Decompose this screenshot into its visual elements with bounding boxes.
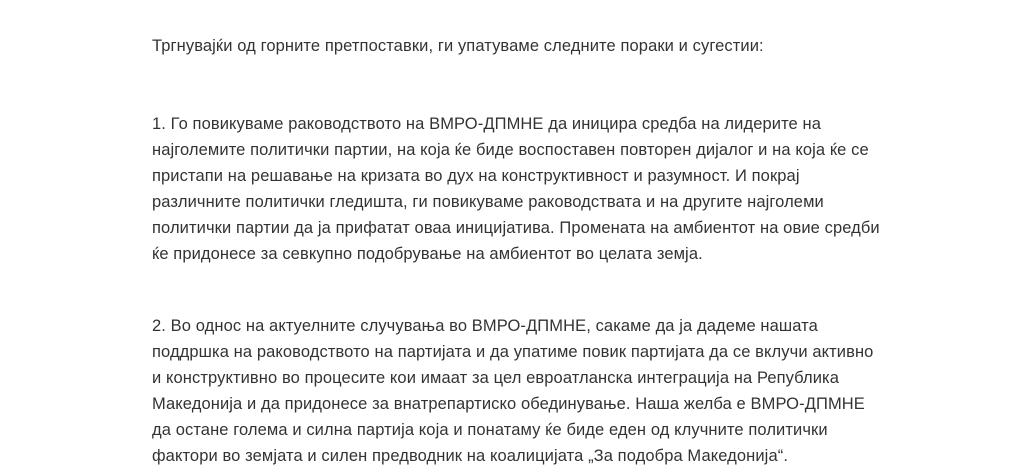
paragraph-2: 2. Во однос на актуелните случувања во ВМРО-ДПМНЕ, сакаме да ја дадеме нашата поддршка на раководството на партијата и да упатиме повик партијата да се вклучи активно и конструктивно во процесите кои имаат за цел евроатланска интеграција на Република Македонија и да придонесе за внатрепартиско обединување. Наша желба е ВМРО-ДПМНЕ да остане голема и силна партија која и понатаму ќе биде еден од клучните политички фактори во земјата и силен предводник на коалицијата „За подобра Македонија“. [152,317,874,465]
paragraph-1: 1. Го повикуваме раководството на ВМРО-ДПМНЕ да иницира средба на лидерите на најголемите политички партии, на која ќе биде воспоставен повторен дијалог и на која ќе се пристапи на решавање на кризата во дух на конструктивност и разумност. И покрај различните политички гледишта, ги повикуваме раководствата и на другите најголеми политички партии да ја прифатат оваа иницијатива. Промената на амбиентот на овие средби ќе придонесе за севкупно подобрување на амбиентот во целата земја. [152,115,880,263]
intro-paragraph: Тргнувајќи од горните претпоставки, ги упатуваме следните пораки и сугестии: [152,37,764,55]
